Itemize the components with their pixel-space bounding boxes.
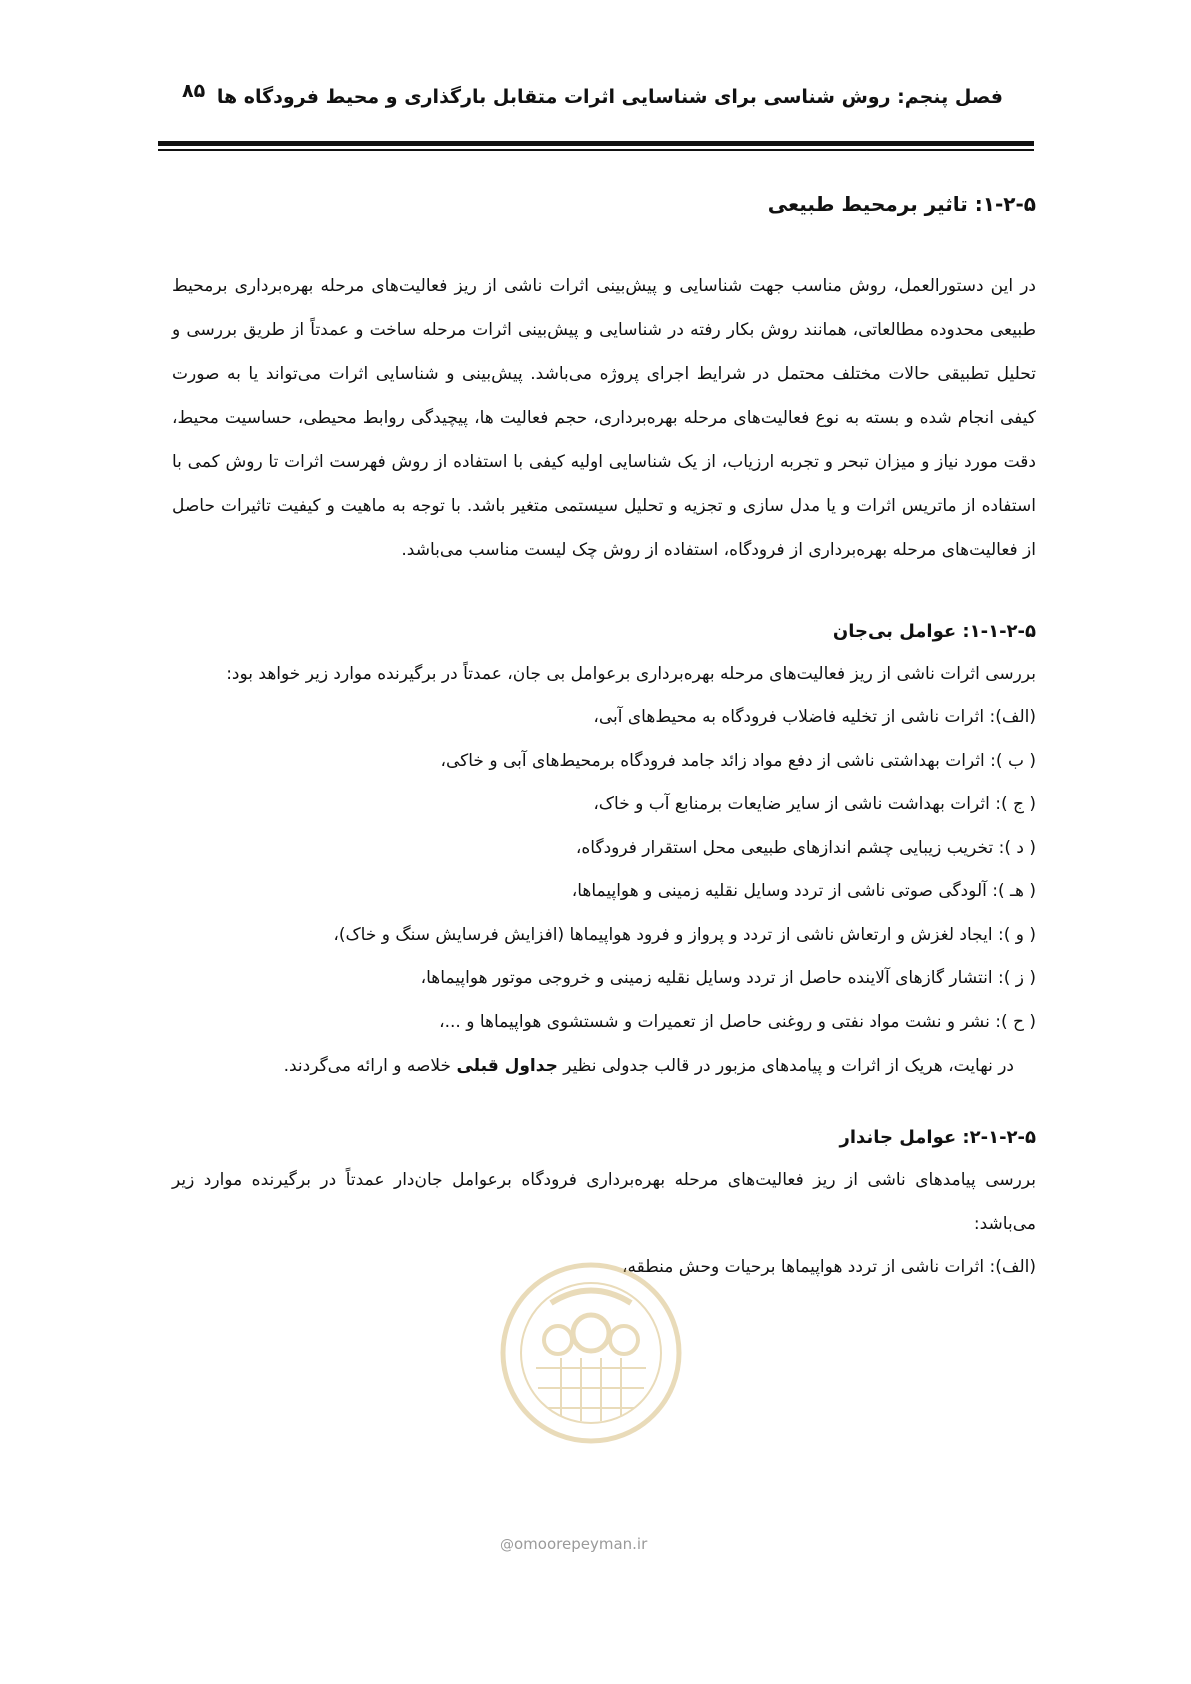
list-item: ( و ): ایجاد لغزش و ارتعاش ناشی از تردد و پرواز و فرود هواپیماها (افزایش فرسایش سنگ و خاک)، xyxy=(333,924,1036,945)
section-paragraph: در این دستورالعمل، روش مناسب جهت شناسایی و پیش‌بینی اثرات ناشی از ریز فعالیت‌های مرحله بهره‌برداری برمحیط طبیعی محدوده مطالعاتی، همانند روش بکار رفته در شناسایی و پیش‌بینی اثرات مرحله ساخت و عمدتاً از طریق بررسی و تحلیل تطبیقی حالات مختلف محتمل در شرایط اجرای پروژه می‌باشد. پیش‌بینی و شناسایی اثرات می‌تواند یا به صورت کیفی انجام شده و بسته به نوع فعالیت‌های مرحله بهره‌برداری، حجم فعالیت ها، پیچیدگی روابط محیطی، حساسیت محیط، دقت مورد نیاز و میزان تبحر و تجربه ارزیاب، از یک شناسایی اولیه کیفی با استفاده از روش فهرست اثرات تا روش کمی با استفاده از ماتریس اثرات و یا مدل سازی و تجزیه و تحلیل سیستمی متغیر باشد. با توجه به ماهیت و کیفیت تاثیرات حاصل از فعالیت‌های مرحله بهره‌برداری از فرودگاه، استفاده از روش چک لیست مناسب می‌باشد. xyxy=(172,276,1036,560)
section-heading: ۱-۲-۵: تاثیر برمحیط طبیعی xyxy=(767,192,1036,216)
abiotic-conclusion xyxy=(172,1044,1036,1088)
page-number: ۸۵ xyxy=(182,80,206,102)
list-item: ( ج ): اثرات بهداشت ناشی از سایر ضایعات برمنابع آب و خاک، xyxy=(593,794,1036,814)
abiotic-impacts-list xyxy=(172,696,1036,1044)
watermark-url xyxy=(500,1535,647,1553)
conclusion-text-bold: جداول قبلی xyxy=(456,1056,558,1076)
conclusion-text-start: در نهایت، هریک از اثرات و پیامدهای مزبور در قالب جدولی نظیر xyxy=(563,1056,1014,1076)
watermark-url-text: omoorepeyman.ir xyxy=(514,1535,648,1553)
conclusion-text-end: خلاصه و ارائه می‌گردند. xyxy=(283,1056,452,1076)
list-item: (الف): اثرات ناشی از تخلیه فاضلاب فرودگاه به محیط‌های آبی، xyxy=(593,707,1036,727)
header-rule-thick xyxy=(158,141,1034,146)
list-item: ( ز ): انتشار گازهای آلاینده حاصل از تردد وسایل نقلیه زمینی و خروجی موتور هواپیماها، xyxy=(420,968,1036,988)
running-header: فصل پنجم: روش شناسی برای شناسایی اثرات متقابل بارگذاری و محیط فرودگاه ها xyxy=(216,86,1003,108)
header-rule-thin xyxy=(158,149,1034,151)
list-item: ( هـ ): آلودگی صوتی ناشی از تردد وسایل نقلیه زمینی و هواپیماها، xyxy=(571,881,1036,901)
biotic-intro: بررسی پیامدهای ناشی از ریز فعالیت‌های مرحله بهره‌برداری فرودگاه برعوامل جان‌دار عمدتاً در برگیرنده موارد زیر می‌باشد: xyxy=(172,1170,1036,1234)
biotic-impacts-list xyxy=(172,1246,1036,1290)
at-icon: @ xyxy=(500,1537,514,1553)
list-item: ( د ): تخریب زیبایی چشم اندازهای طبیعی محل استقرار فرودگاه، xyxy=(575,837,1036,858)
subsection-heading-biotic: ۲-۱-۲-۵: عوامل جاندار xyxy=(839,1127,1036,1148)
abiotic-intro: بررسی اثرات ناشی از ریز فعالیت‌های مرحله بهره‌برداری برعوامل بی جان، عمدتاً در برگیرنده موارد زیر خواهد بود: xyxy=(226,664,1036,684)
list-item: ( ب ): اثرات بهداشتی ناشی از دفع مواد زائد جامد فرودگاه برمحیط‌های آبی و خاکی، xyxy=(440,750,1036,771)
list-item: ( ح ): نشر و نشت مواد نفتی و روغنی حاصل از تعمیرات و شستشوی هواپیماها و ...، xyxy=(439,1011,1036,1032)
list-item: (الف): اثرات ناشی از تردد هواپیماها برحیات وحش منطقه، xyxy=(622,1257,1036,1277)
subsection-heading-abiotic: ۱-۱-۲-۵: عوامل بی‌جان xyxy=(832,621,1036,642)
page-body xyxy=(172,188,1036,1290)
